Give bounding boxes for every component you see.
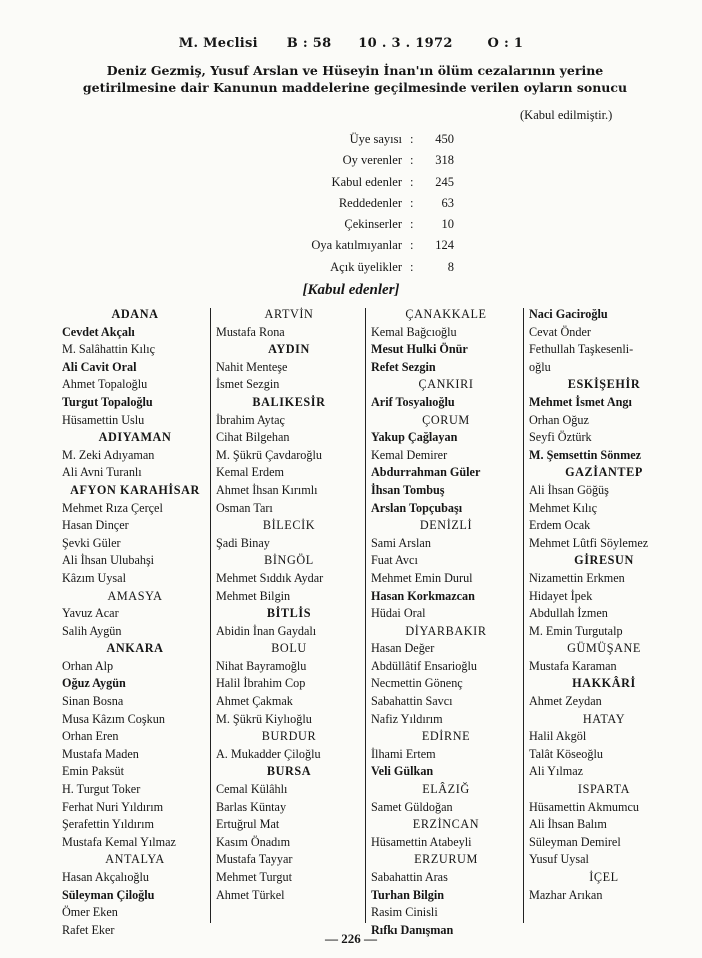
member-name: Orhan Oğuz <box>529 412 589 427</box>
member-name: Rasim Cinisli <box>371 905 438 920</box>
page-header <box>0 36 702 51</box>
member-name: Cevat Önder <box>529 324 591 339</box>
member-name: Süleyman Çiloğlu <box>62 887 155 902</box>
stat-label: Çekinserler <box>344 217 402 232</box>
member-name: Yusuf Uysal <box>529 852 589 867</box>
member-name: Hasan Korkmazcan <box>371 588 475 603</box>
member-name: Mustafa Karaman <box>529 658 617 673</box>
member-name: Kemal Bağcıoğlu <box>371 324 457 339</box>
member-name: Mehmet Kılıç <box>529 500 598 515</box>
member-name: Cemal Külâhlı <box>216 782 288 797</box>
member-name: Abidin İnan Gaydalı <box>216 623 317 638</box>
province-heading: ANKARA <box>106 641 164 656</box>
stat-row <box>250 174 454 196</box>
member-name: M. Zeki Adıyaman <box>62 447 155 462</box>
member-name: Sami Arslan <box>371 535 431 550</box>
name-column-1 <box>62 306 208 939</box>
stat-row <box>250 195 454 217</box>
stat-colon: : <box>410 195 414 210</box>
province-heading: ÇANKIRI <box>418 377 474 392</box>
member-name: Mustafa Kemal Yılmaz <box>62 834 176 849</box>
member-name: Mehmet Turgut <box>216 870 292 884</box>
acceptance-note: (Kabul edilmiştir.) <box>520 108 613 122</box>
member-name: Ali İhsan Balım <box>529 817 607 832</box>
province-heading: ADIYAMAN <box>98 430 172 445</box>
member-name: Mehmet Sıddık Aydar <box>216 570 324 585</box>
province-heading: İÇEL <box>589 870 619 884</box>
member-name: Barlas Küntay <box>216 799 287 814</box>
member-name: Rıfkı Danışman <box>371 922 454 937</box>
member-name: Hüsamettin Akmumcu <box>529 799 640 814</box>
member-name: Veli Gülkan <box>371 764 434 779</box>
member-name: Rafet Eker <box>62 922 115 937</box>
member-name: oğlu <box>529 359 551 374</box>
member-name: Ferhat Nuri Yıldırım <box>62 799 164 814</box>
member-name: Ahmet Türkel <box>216 887 285 902</box>
stat-value: 124 <box>435 238 454 253</box>
header-chamber: M. Meclisi <box>178 36 258 51</box>
province-heading: HAKKÂRİ <box>572 676 636 691</box>
member-name: M. Şükrü Çavdaroğlu <box>216 447 322 462</box>
member-name: Ali Avni Turanlı <box>62 465 142 480</box>
stat-row <box>250 153 454 174</box>
stat-label: Kabul edenler <box>331 174 402 189</box>
member-name: Hüdai Oral <box>371 606 426 621</box>
stat-colon: : <box>410 153 414 168</box>
stat-value: 318 <box>435 153 454 168</box>
member-name: Salih Aygün <box>62 623 122 638</box>
member-name: Nizamettin Erkmen <box>529 570 625 585</box>
province-heading: GÜMÜŞANE <box>567 641 641 656</box>
member-name: İbrahim Aytaç <box>216 412 285 427</box>
header-date: 10 . 3 . 1972 <box>358 36 453 51</box>
member-name: Ahmet Topaloğlu <box>62 377 148 392</box>
province-heading: HATAY <box>582 711 626 726</box>
province-heading: GAZİANTEP <box>565 465 643 480</box>
province-heading: EDİRNE <box>421 729 471 744</box>
member-name: Kemal Erdem <box>216 465 285 480</box>
province-heading: ANTALYA <box>105 852 165 867</box>
province-heading: BİLECİK <box>262 518 316 533</box>
province-heading: DİYARBAKIR <box>405 623 487 638</box>
member-name: Ali İhsan Göğüş <box>529 482 609 497</box>
member-name: Sabahattin Savcı <box>371 694 453 709</box>
stat-value: 450 <box>435 132 454 146</box>
member-name: Cevdet Akçalı <box>62 324 135 339</box>
stat-colon: : <box>410 174 414 189</box>
member-name: Şerafettin Yıldırım <box>62 817 154 832</box>
province-heading: AYDIN <box>268 342 310 357</box>
province-heading: BİTLİS <box>266 606 312 621</box>
province-heading: BURSA <box>266 764 312 779</box>
province-heading: ERZİNCAN <box>412 817 480 832</box>
member-name: Erdem Ocak <box>529 518 591 533</box>
stat-colon: : <box>410 259 414 274</box>
stat-colon: : <box>410 238 414 253</box>
province-heading: ESKİŞEHİR <box>567 377 641 392</box>
stat-value: 8 <box>447 259 454 274</box>
member-name: M. Şükrü Kiylıoğlu <box>216 711 312 726</box>
member-name: Musa Kâzım Coşkun <box>62 711 165 726</box>
document-title: Deniz Gezmiş, Yusuf Arslan ve Hüseyin İnan'ın ölüm cezalarının yerine getirilmesine dair Kanunun maddelerine geçilmesinde verilen oyların sonucu <box>82 63 628 95</box>
member-name: Fuat Avcı <box>371 553 418 568</box>
stat-label: Açık üyelikler <box>330 259 402 274</box>
member-name: Osman Tarı <box>216 500 273 515</box>
province-heading: ÇANAKKALE <box>405 307 487 321</box>
province-heading: ARTVİN <box>264 307 314 321</box>
province-heading: DENİZLİ <box>419 518 473 533</box>
member-name: M. Şemsettin Sönmez <box>529 447 642 462</box>
member-name: Orhan Eren <box>62 729 119 744</box>
member-name: Hasan Değer <box>371 641 435 656</box>
section-title: [Kabul edenler] <box>302 282 400 298</box>
member-name: H. Turgut Toker <box>62 782 141 797</box>
member-name: Kemal Demirer <box>371 447 448 462</box>
province-heading: BİNGÖL <box>264 553 314 568</box>
member-name: Seyfi Öztürk <box>529 430 592 445</box>
member-name: Fethullah Taşkesenli- <box>529 342 634 357</box>
member-name: Abdullah İzmen <box>529 606 608 621</box>
member-name: Sabahattin Aras <box>371 870 448 884</box>
member-name: Yavuz Acar <box>62 606 119 621</box>
stat-label: Oy verenler <box>342 153 402 168</box>
column-divider <box>523 308 524 923</box>
province-heading: BOLU <box>271 641 307 656</box>
stat-label: Oya katılmıyanlar <box>311 238 402 253</box>
province-heading: ADANA <box>111 307 159 321</box>
province-heading: ELÂZIĞ <box>422 782 470 797</box>
stat-value: 245 <box>435 174 454 189</box>
member-name: Mehmet Emin Durul <box>371 570 473 585</box>
member-name: Nihat Bayramoğlu <box>216 658 307 673</box>
member-name: Kâzım Uysal <box>62 570 126 585</box>
member-name: Ertuğrul Mat <box>216 817 280 832</box>
province-heading: BALIKESİR <box>252 394 326 409</box>
page-number: — 226 — <box>325 931 377 946</box>
member-name: Sinan Bosna <box>62 694 124 709</box>
stat-value: 10 <box>441 217 454 232</box>
column-divider <box>365 308 366 923</box>
member-name: Şevki Güler <box>62 535 121 550</box>
stat-row <box>250 259 454 281</box>
member-name: Ahmet Zeydan <box>529 694 602 709</box>
member-name: Emin Paksüt <box>62 764 124 779</box>
stat-row <box>250 238 454 259</box>
member-name: Ali Cavit Oral <box>62 359 137 374</box>
member-name: İhsan Tombuş <box>371 482 445 497</box>
member-name: Mehmet Rıza Çerçel <box>62 500 163 515</box>
member-name: Naci Gaciroğlu <box>529 307 608 321</box>
member-name: Turhan Bilgin <box>371 887 445 902</box>
member-name: Necmettin Gönenç <box>371 676 463 691</box>
member-name: Turgut Topaloğlu <box>62 394 153 409</box>
member-name: Hüsamettin Uslu <box>62 412 145 427</box>
province-heading: GİRESUN <box>574 553 634 568</box>
member-name: Abdurrahman Güler <box>371 465 481 480</box>
member-name: Nafiz Yıldırım <box>371 711 443 726</box>
province-heading: AMASYA <box>107 588 163 603</box>
member-name: Oğuz Aygün <box>62 676 126 691</box>
member-name: Halil İbrahim Cop <box>216 676 306 691</box>
member-name: A. Mukadder Çiloğlu <box>216 746 321 761</box>
header-o: O : 1 <box>487 36 524 51</box>
member-name: Süleyman Demirel <box>529 834 621 849</box>
province-heading: ISPARTA <box>577 782 631 797</box>
stat-value: 63 <box>441 195 454 210</box>
member-name: Ahmet Çakmak <box>216 694 293 709</box>
member-name: M. Salâhattin Kılıç <box>62 342 156 357</box>
province-heading: AFYON KARAHİSAR <box>70 482 200 497</box>
stat-label: Üye sayısı <box>349 132 402 146</box>
name-column-3 <box>371 306 521 939</box>
vote-statistics <box>250 132 454 281</box>
stat-row <box>250 217 454 238</box>
member-name: Mehmet Lûtfi Söylemez <box>529 535 649 550</box>
member-name: Refet Sezgin <box>371 359 436 374</box>
member-name: Mehmet İsmet Angı <box>529 394 632 409</box>
member-name: Mustafa Rona <box>216 324 285 339</box>
province-heading: ERZURUM <box>414 852 478 867</box>
member-name: Arslan Topçubaşı <box>371 500 463 515</box>
member-name: Nahit Menteşe <box>216 359 288 374</box>
member-name: Ömer Eken <box>62 905 118 920</box>
member-name: M. Emin Turgutalp <box>529 623 623 638</box>
member-name: Mustafa Maden <box>62 746 139 761</box>
member-name: Mehmet Bilgin <box>216 588 291 603</box>
province-heading: BURDUR <box>261 729 317 744</box>
member-name: Ahmet İhsan Kırımlı <box>216 482 318 497</box>
member-name: Mustafa Tayyar <box>216 852 293 867</box>
member-name: Hüsamettin Atabeyli <box>371 834 472 849</box>
member-name: Ali Yılmaz <box>529 764 584 779</box>
stat-colon: : <box>410 132 414 146</box>
province-heading: ÇORUM <box>422 412 470 427</box>
member-name: Mazhar Arıkan <box>529 887 603 902</box>
member-name: Hidayet İpek <box>529 588 593 603</box>
column-divider <box>210 308 211 923</box>
member-name: Hasan Akçalıoğlu <box>62 870 149 884</box>
member-name: Mesut Hulki Önür <box>371 342 468 357</box>
member-name: Talât Köseoğlu <box>529 746 603 761</box>
member-name: İlhami Ertem <box>371 746 436 761</box>
header-b: B : 58 <box>286 36 332 51</box>
name-column-2 <box>216 306 362 904</box>
member-name: Hasan Dinçer <box>62 518 129 533</box>
stat-colon: : <box>410 217 414 232</box>
member-name: İsmet Sezgin <box>216 377 280 392</box>
stat-row <box>250 132 454 153</box>
member-name: Orhan Alp <box>62 658 114 673</box>
member-name: Kasım Önadım <box>216 834 291 849</box>
member-name: Arif Tosyalıoğlu <box>371 394 455 409</box>
member-name: Ali İhsan Ulubahşi <box>62 553 155 568</box>
member-name: Cihat Bilgehan <box>216 430 290 445</box>
member-name: Abdüllâtif Ensarioğlu <box>371 658 477 673</box>
member-name: Şadi Binay <box>216 535 270 550</box>
stat-label: Reddedenler <box>338 195 402 210</box>
name-column-4 <box>529 306 679 904</box>
member-name: Samet Güldoğan <box>371 799 453 814</box>
member-name: Halil Akgöl <box>529 729 587 744</box>
member-name: Yakup Çağlayan <box>371 430 458 445</box>
